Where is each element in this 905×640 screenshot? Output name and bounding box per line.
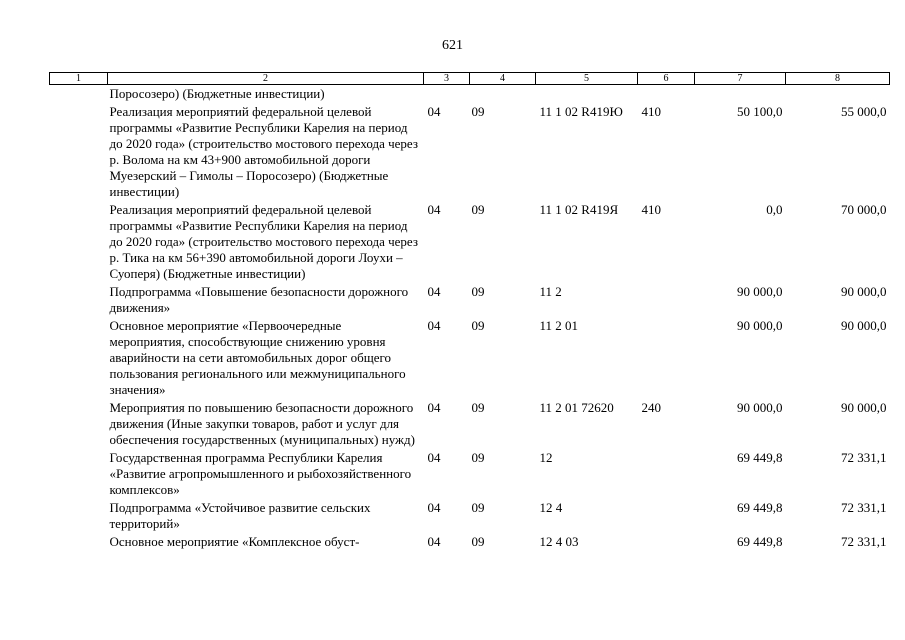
section-code: 04	[427, 400, 441, 415]
item-name: Поросозеро) (Бюджетные инвестиции)	[109, 86, 325, 101]
expense-type-code	[638, 282, 695, 316]
subsection-code: 09	[471, 500, 485, 515]
target-article-code: 11 2 01 72620	[539, 400, 614, 415]
item-name: Реализация мероприятий федеральной целевой программы «Развитие Республики Карелия на период до 2020 года» (строительство мостового перехода через р. Волома на км 43+900 автомобильной дороги Муезерский – Гимолы – Поросозеро) (Бюджетные инвестиции)	[109, 104, 418, 199]
subsection-code: 09	[471, 202, 485, 217]
column-header: 5	[536, 73, 638, 85]
section-code	[424, 85, 470, 103]
item-name: Реализация мероприятий федеральной целевой программы «Развитие Республики Карелия на период до 2020 года» (строительство мостового перехода через р. Тика на км 56+390 автомобильной дороги Лоухи – Суоперя) (Бюджетные инвестиции)	[109, 202, 418, 281]
section-code: 04	[427, 500, 441, 515]
amount-year-2	[786, 85, 890, 103]
table-row	[50, 448, 890, 498]
item-name: Государственная программа Республики Карелия «Развитие агропромышленного и рыбохозяйственного комплексов»	[109, 450, 412, 497]
page-number: 621	[442, 38, 463, 53]
expense-type-code	[638, 532, 695, 550]
amount-year-1: 50 100,0	[737, 104, 783, 119]
subsection-code: 09	[471, 318, 485, 333]
section-code: 04	[427, 318, 441, 333]
target-article-code: 12 4	[539, 500, 563, 515]
target-article-code	[536, 85, 638, 103]
section-code: 04	[427, 104, 441, 119]
amount-year-2: 90 000,0	[841, 318, 887, 333]
table-row	[50, 282, 890, 316]
item-name: Основное мероприятие «Первоочередные мероприятия, способствующие снижению уровня аварийности на сети автомобильных дорог общего пользования регионального или межмуниципального значения»	[109, 318, 406, 397]
amount-year-1	[695, 85, 786, 103]
amount-year-1: 69 449,8	[737, 534, 783, 549]
item-name: Подпрограмма «Повышение безопасности дорожного движения»	[109, 284, 409, 315]
expense-type-code: 240	[641, 400, 661, 415]
column-number-header	[50, 73, 890, 85]
target-article-code: 11 2 01	[539, 318, 579, 333]
budget-table	[49, 72, 890, 550]
amount-year-1: 0,0	[766, 202, 783, 217]
subsection-code: 09	[471, 284, 485, 299]
section-code: 04	[427, 534, 441, 549]
subsection-code: 09	[471, 534, 485, 549]
subsection-code: 09	[471, 104, 485, 119]
table-row	[50, 316, 890, 398]
subsection-code: 09	[471, 400, 485, 415]
expense-type-code	[638, 85, 695, 103]
column-header: 6	[638, 73, 695, 85]
amount-year-2: 55 000,0	[841, 104, 887, 119]
subsection-code	[470, 85, 536, 103]
expense-type-code: 410	[641, 104, 661, 119]
amount-year-1: 90 000,0	[737, 318, 783, 333]
subsection-code: 09	[471, 450, 485, 465]
target-article-code: 12 4 03	[539, 534, 579, 549]
column-header: 4	[470, 73, 536, 85]
target-article-code: 11 1 02 R419Я	[539, 202, 619, 217]
target-article-code: 11 1 02 R419Ю	[539, 104, 623, 119]
amount-year-2: 72 331,1	[841, 500, 887, 515]
item-name: Мероприятия по повышению безопасности дорожного движения (Иные закупки товаров, работ и услуг для обеспечения государственных (муниципальных) нужд)	[109, 400, 415, 447]
section-code: 04	[427, 450, 441, 465]
item-name: Подпрограмма «Устойчивое развитие сельских территорий»	[109, 500, 371, 531]
item-name: Основное мероприятие «Комплексное обуст-	[109, 534, 360, 549]
expense-type-code: 410	[641, 202, 661, 217]
amount-year-2: 90 000,0	[841, 284, 887, 299]
column-header: 2	[108, 73, 424, 85]
table-row	[50, 85, 890, 103]
column-header: 8	[786, 73, 890, 85]
column-header: 3	[424, 73, 470, 85]
amount-year-1: 69 449,8	[737, 500, 783, 515]
table-row	[50, 200, 890, 282]
amount-year-2: 70 000,0	[841, 202, 887, 217]
expense-type-code	[638, 448, 695, 498]
section-code: 04	[427, 284, 441, 299]
amount-year-2: 72 331,1	[841, 450, 887, 465]
table-row	[50, 102, 890, 200]
column-header: 7	[695, 73, 786, 85]
amount-year-1: 90 000,0	[737, 400, 783, 415]
section-code: 04	[427, 202, 441, 217]
amount-year-1: 90 000,0	[737, 284, 783, 299]
amount-year-2: 90 000,0	[841, 400, 887, 415]
target-article-code: 12	[539, 450, 553, 465]
column-header: 1	[50, 73, 108, 85]
table-row	[50, 532, 890, 550]
target-article-code: 11 2	[539, 284, 562, 299]
expense-type-code	[638, 316, 695, 398]
table-row	[50, 398, 890, 448]
amount-year-2: 72 331,1	[841, 534, 887, 549]
table-row	[50, 498, 890, 532]
amount-year-1: 69 449,8	[737, 450, 783, 465]
expense-type-code	[638, 498, 695, 532]
